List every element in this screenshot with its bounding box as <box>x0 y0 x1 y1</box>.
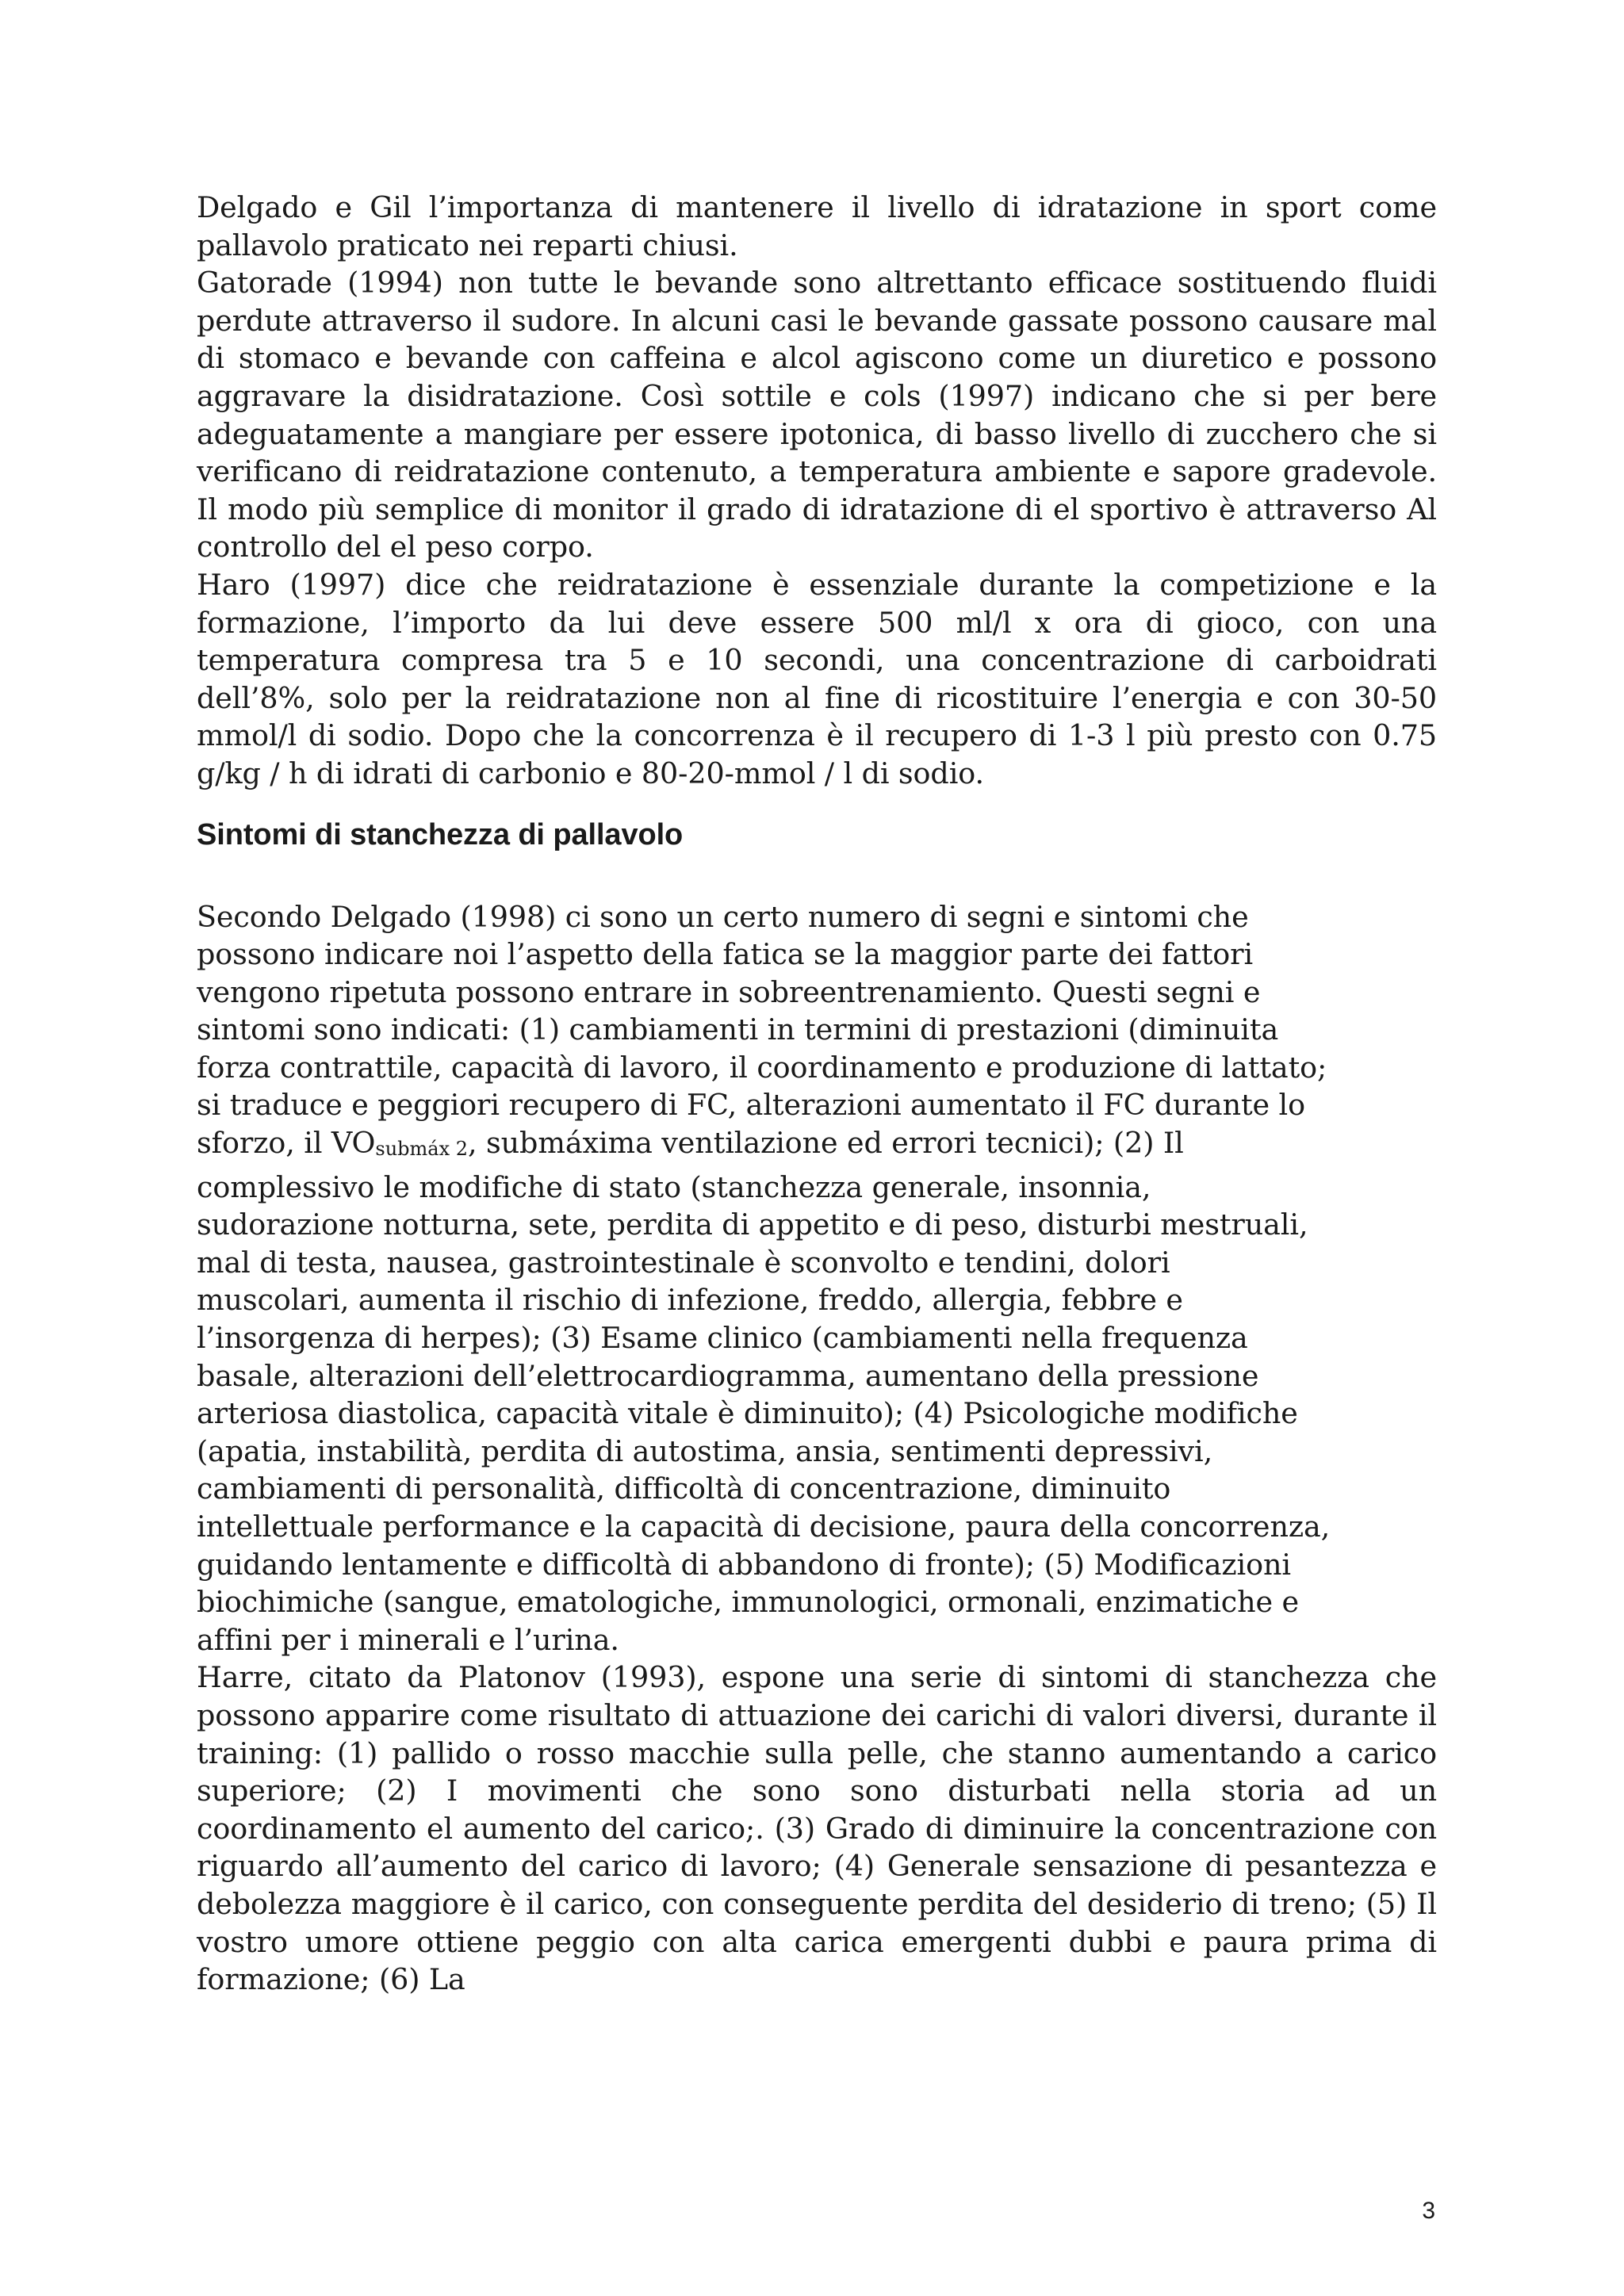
paragraph-haro: Haro (1997) dice che reidratazione è essenziale durante la competizione e la formazione, l’importo da lui deve essere 500 ml/l x ora di gioco, con una temperatura compresa tra 5 e 10 secondi, una concentrazione di carboidrati dell’8%, solo per la reidratazione non al fine di ricostituire l’energia e con 30-50 mmol/l di sodio. Dopo che la concorrenza è il recupero di 1-3 l più presto con 0.75 g/kg / h di idrati di carbonio e 80-20-mmol / l di sodio. <box>197 567 1437 790</box>
text-line: arteriosa diastolica, capacità vitale è diminuito); (4) Psicologiche modifiche <box>197 1396 1298 1431</box>
paragraph-harre-platonov: Harre, citato da Platonov (1993), espone una serie di sintomi di stanchezza che possono apparire come risultato di attuazione dei carichi di valori diversi, durante il training: (1) pallido o rosso macchie sulla pelle, che stanno aumentando a carico superiore; (2) I movimenti che sono sono disturbati nella storia ad un coordinamento el aumento del carico;. (3) Grado di diminuire la concentrazione con riguardo all’aumento del carico di lavoro; (4) Generale sensazione di pesantezza e debolezza maggiore è il carico, con conseguente perdita del desiderio di treno; (5) Il vostro umore ottiene peggio con alta carica emergenti dubbi e paura prima di formazione; (6) La <box>197 1660 1437 1997</box>
text-line: complessivo le modifiche di stato (stanchezza generale, insonnia, <box>197 1169 1151 1204</box>
text-line: (apatia, instabilità, perdita di autostima, ansia, sentimenti depressivi, <box>197 1433 1213 1468</box>
text-line: sintomi sono indicati: (1) cambiamenti in termini di prestazioni (diminuita <box>197 1012 1279 1047</box>
text-line: cambiamenti di personalità, difficoltà di concentrazione, diminuito <box>197 1471 1171 1506</box>
section-heading: Sintomi di stanchezza di pallavolo <box>197 817 684 851</box>
text-line: vengono ripetuta possono entrare in sobreentrenamiento. Questi segni e <box>197 974 1261 1009</box>
text-line: basale, alterazioni dell’elettrocardiogramma, aumentano della pressione <box>197 1358 1259 1393</box>
text-line: si traduce e peggiori recupero di FC, alterazioni aumentato il FC durante lo <box>197 1088 1306 1123</box>
text-line: Secondo Delgado (1998) ci sono un certo numero di segni e sintomi che <box>197 899 1249 934</box>
document-body <box>197 189 1437 1999</box>
text-line: l’insorgenza di herpes); (3) Esame clinico (cambiamenti nella frequenza <box>197 1321 1248 1356</box>
text-line: forza contrattile, capacità di lavoro, il coordinamento e produzione di lattato; <box>197 1050 1327 1085</box>
text-line: biochimiche (sangue, ematologiche, immunologici, ormonali, enzimatiche e <box>197 1585 1300 1620</box>
text-line: sudorazione notturna, sete, perdita di appetito e di peso, disturbi mestruali, <box>197 1207 1308 1242</box>
text-line: possono indicare noi l’aspetto della fatica se la maggior parte dei fattori <box>197 937 1254 972</box>
paragraph-gatorade: Gatorade (1994) non tutte le bevande sono altrettanto efficace sostituendo fluidi perdute attraverso il sudore. In alcuni casi le bevande gassate possono causare mal di stomaco e bevande con caffeina e alcol agiscono come un diuretico e possono aggravare la disidratazione. Così sottile e cols (1997) indicano che si per bere adeguatamente a mangiare per essere ipotonica, di basso livello di zucchero che si verificano di reidratazione contenuto, a temperatura ambiente e sapore gradevole. Il modo più semplice di monitor il grado di idratazione di el sportivo è attraverso Al controllo del el peso corpo. <box>197 266 1437 564</box>
subscript: submáx 2 <box>375 1138 469 1161</box>
text-line: guidando lentamente e difficoltà di abbandono di fronte); (5) Modificazioni <box>197 1547 1291 1582</box>
text-line: affini per i minerali e l’urina. <box>197 1622 619 1657</box>
page-number: 3 <box>1422 2198 1435 2224</box>
text-line-with-subscript <box>197 1124 1437 1169</box>
paragraph-hydration-volleyball: Delgado e Gil l’importanza di mantenere il livello di idratazione in sport come pallavolo praticato nei reparti chiusi. <box>197 190 1437 262</box>
text-line: mal di testa, nausea, gastrointestinale è sconvolto e tendini, dolori <box>197 1245 1170 1280</box>
text-line: intellettuale performance e la capacità di decisione, paura della concorrenza, <box>197 1510 1331 1544</box>
text-fragment: , submáxima ventilazione ed errori tecnici); (2) Il <box>468 1126 1184 1161</box>
paragraph-delgado-symptoms <box>197 898 1437 1659</box>
text-fragment: sforzo, il VO <box>197 1126 376 1161</box>
text-line: muscolari, aumenta il rischio di infezione, freddo, allergia, febbre e <box>197 1283 1183 1318</box>
